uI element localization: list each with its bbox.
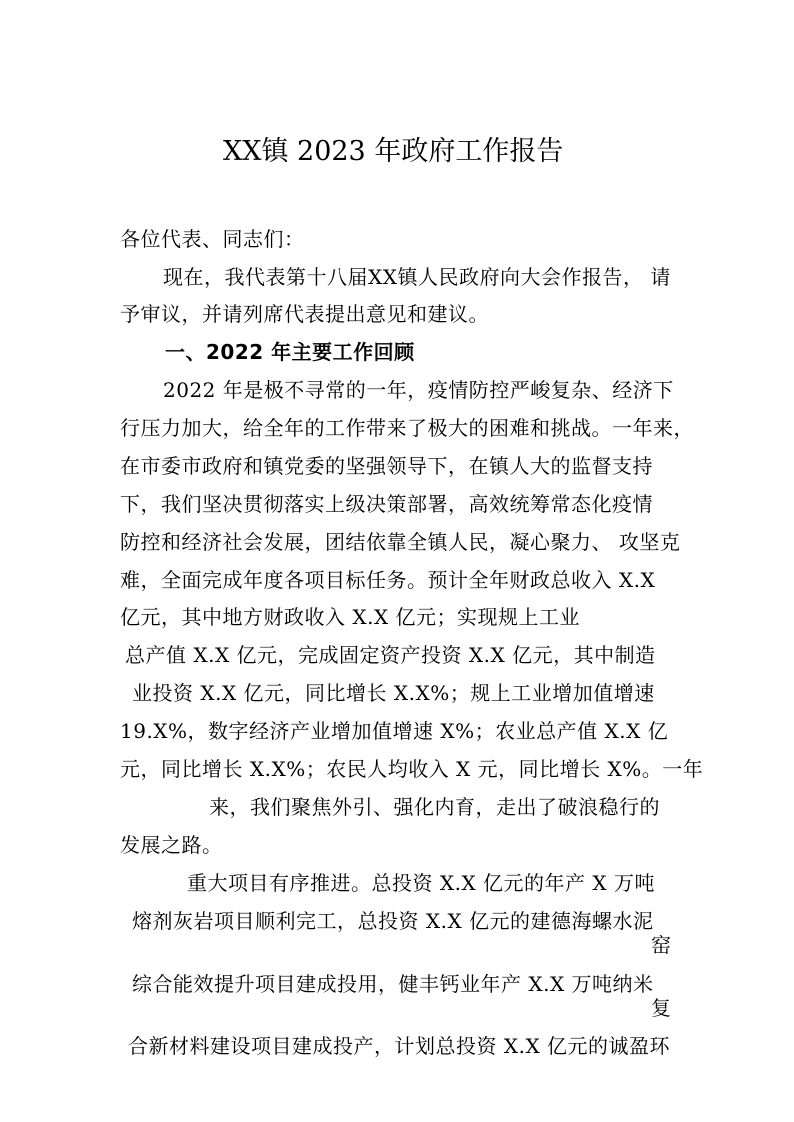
paragraph-line: 业投资 X.X 亿元，同比增长 X.X%；规上工业增加值增速 [132,681,655,705]
paragraph-line: 2022 年是极不寻常的一年，疫情防控严峻复杂、经济下 [163,378,674,402]
paragraph-line: 行压力加大，给全年的工作带来了极大的困难和挑战。一年来， [120,416,694,440]
paragraph-line: 综合能效提升项目建成投用，健丰钙业年产 X.X 万吨纳米 [132,972,654,996]
paragraph-line: 重大项目有序推进。总投资 X.X 亿元的年产 X 万吨 [187,871,656,895]
paragraph-line: 合新材料建设项目建成投产，计划总投资 X.X 亿元的诚盈环 [128,1034,671,1058]
paragraph-line: 来，我们聚焦外引、强化内育，走出了破浪稳行的 [209,795,660,819]
paragraph-line: 在市委市政府和镇党委的坚强领导下，在镇人大的监督支持 [120,454,653,478]
paragraph-line: 难，全面完成年度各项目标任务。预计全年财政总收入 X.X [120,568,656,592]
paragraph-line: 下，我们坚决贯彻落实上级决策部署，高效统筹常态化疫情 [120,492,653,516]
paragraph-line: 复 [651,996,672,1020]
intro-line: 现在，我代表第十八届XX镇人民政府向大会作报告， 请 [163,265,671,289]
intro-line: 予审议，并请列席代表提出意见和建议。 [120,302,489,326]
document-title: XX镇 2023 年政府工作报告 [223,136,564,167]
paragraph-line: 熔剂灰岩项目顺利完工，总投资 X.X 亿元的建德海螺水泥 [132,909,654,933]
paragraph-line: 防控和经济社会发展，团结依靠全镇人民，凝心聚力、 攻坚克 [120,530,681,554]
paragraph-line: 元，同比增长 X.X%；农民人均收入 X 元，同比增长 X%。一年 [120,757,704,781]
paragraph-line: 总产值 X.X 亿元，完成固定资产投资 X.X 亿元，其中制造 [125,643,656,667]
salutation: 各位代表、同志们： [120,227,305,251]
paragraph-line: 亿元，其中地方财政收入 X.X 亿元；实现规上工业 [120,605,581,629]
section-heading: 一、2022 年主要工作回顾 [165,340,415,364]
paragraph-line: 发展之路。 [120,833,223,857]
paragraph-line: 窑 [651,933,672,957]
paragraph-line: 19.X%，数字经济产业增加值增速 X%；农业总产值 X.X 亿 [120,719,669,743]
